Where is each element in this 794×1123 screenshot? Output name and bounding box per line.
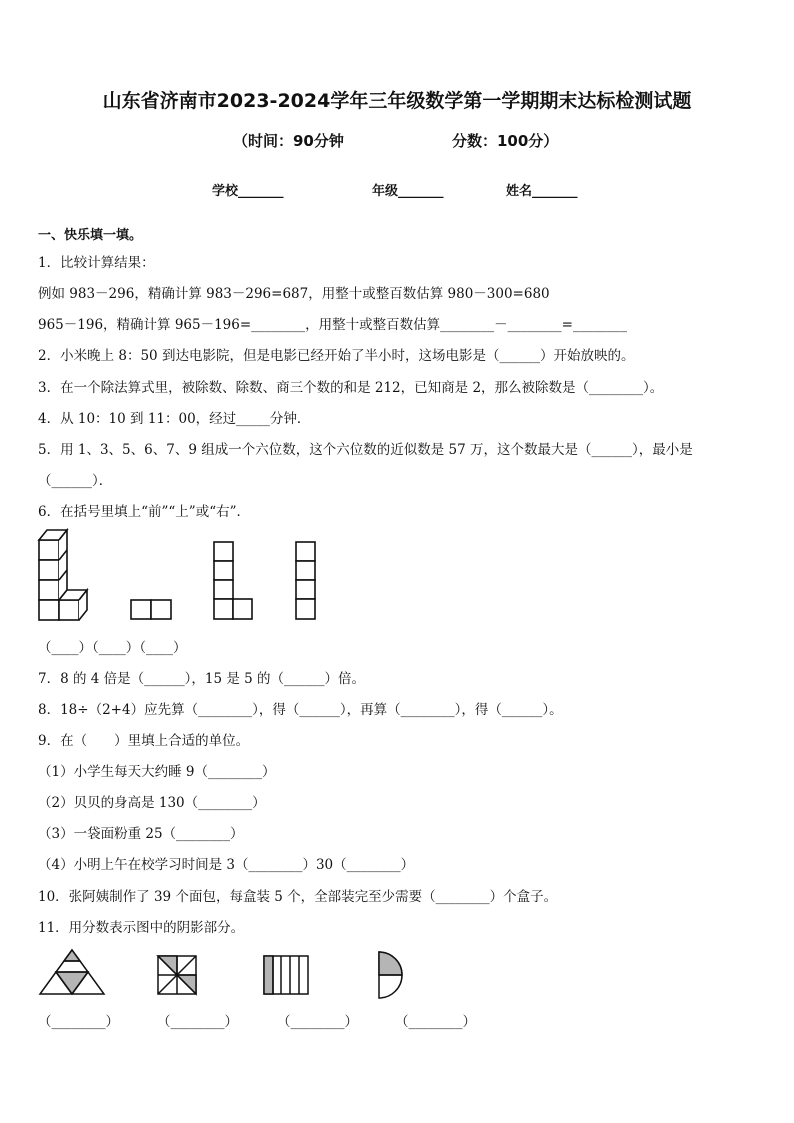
cube-view-2 [214,542,252,619]
rectangle-figure [264,956,308,994]
question-10[interactable]: 10．张阿姨制作了 39 个面包，每盒装 5 个，全部装完至少需要（________）个盒子。 [38,889,558,905]
question-9-1[interactable]: （1）小学生每天大约睡 9（________） [38,764,276,780]
question-11-answer-1[interactable]: （________） [38,1014,119,1030]
question-11-answer-2[interactable]: （________） [157,1014,238,1030]
question-9-3[interactable]: （3）一袋面粉重 25（________） [38,826,244,842]
cube-view-3 [296,542,315,619]
question-9-2[interactable]: （2）贝贝的身高是 130（________） [38,795,266,811]
question-11-answer-3[interactable]: （________） [277,1014,358,1030]
shaded-fraction-figures [30,944,420,1004]
question-5-line-2[interactable]: （______）． [38,473,113,489]
question-9-4[interactable]: （4）小明上午在校学习时间是 3（________）30（________） [38,857,415,873]
question-11: 11．用分数表示图中的阴影部分。 [38,920,245,936]
square-figure [158,956,196,994]
question-1-task[interactable]: 965－196，精确计算 965－196=________，用整十或整百数估算________－________=________ [38,317,627,333]
question-1-example: 例如 983－296，精确计算 983－296=687，用整十或整百数估算 980－300=680 [38,286,550,302]
question-7[interactable]: 7．8 的 4 倍是（______），15 是 5 的（______）倍。 [38,671,366,687]
question-9: 9．在（ ）里填上合适的单位。 [38,733,250,749]
question-8[interactable]: 8．18÷（2+4）应先算（________），得（______），再算（________），得（______）。 [38,702,563,718]
triangle-figure [40,950,104,994]
question-1: 1．比较计算结果： [38,255,155,271]
section-heading: 一、快乐填一填。 [38,228,143,243]
question-6-answers[interactable]: （____）（____）（____） [38,640,187,656]
question-6: 6．在括号里填上“前”“上”或“右”． [38,504,250,520]
question-11-answer-4[interactable]: （________） [395,1014,476,1030]
question-3[interactable]: 3．在一个除法算式里，被除数、除数、商三个数的和是 212，已知商是 2，那么被除数是（________）。 [38,380,664,396]
question-4[interactable]: 4．从 10：10 到 11：00，经过_____分钟． [38,411,311,427]
grade-field[interactable]: 年级_______ [372,184,444,199]
name-field[interactable]: 姓名_______ [506,184,578,199]
cube-views-figures [30,520,330,624]
cube-view-1 [131,600,171,619]
school-field[interactable]: 学校_______ [212,184,284,199]
question-2[interactable]: 2．小米晚上 8：50 到达电影院，但是电影已经开始了半小时，这场电影是（______）开始放映的。 [38,348,635,364]
exam-score: 分数：100分） [452,132,559,150]
semicircle-figure [379,952,402,998]
question-5-line-1[interactable]: 5．用 1、3、5、6、7、9 组成一个六位数，这个六位数的近似数是 57 万，这个数最大是（______），最小是 [38,442,693,458]
exam-time: （时间：90分钟 [233,132,344,150]
exam-title: 山东省济南市2023-2024学年三年级数学第一学期期末达标检测试题 [102,90,692,112]
cube-figure-3d [39,530,87,620]
